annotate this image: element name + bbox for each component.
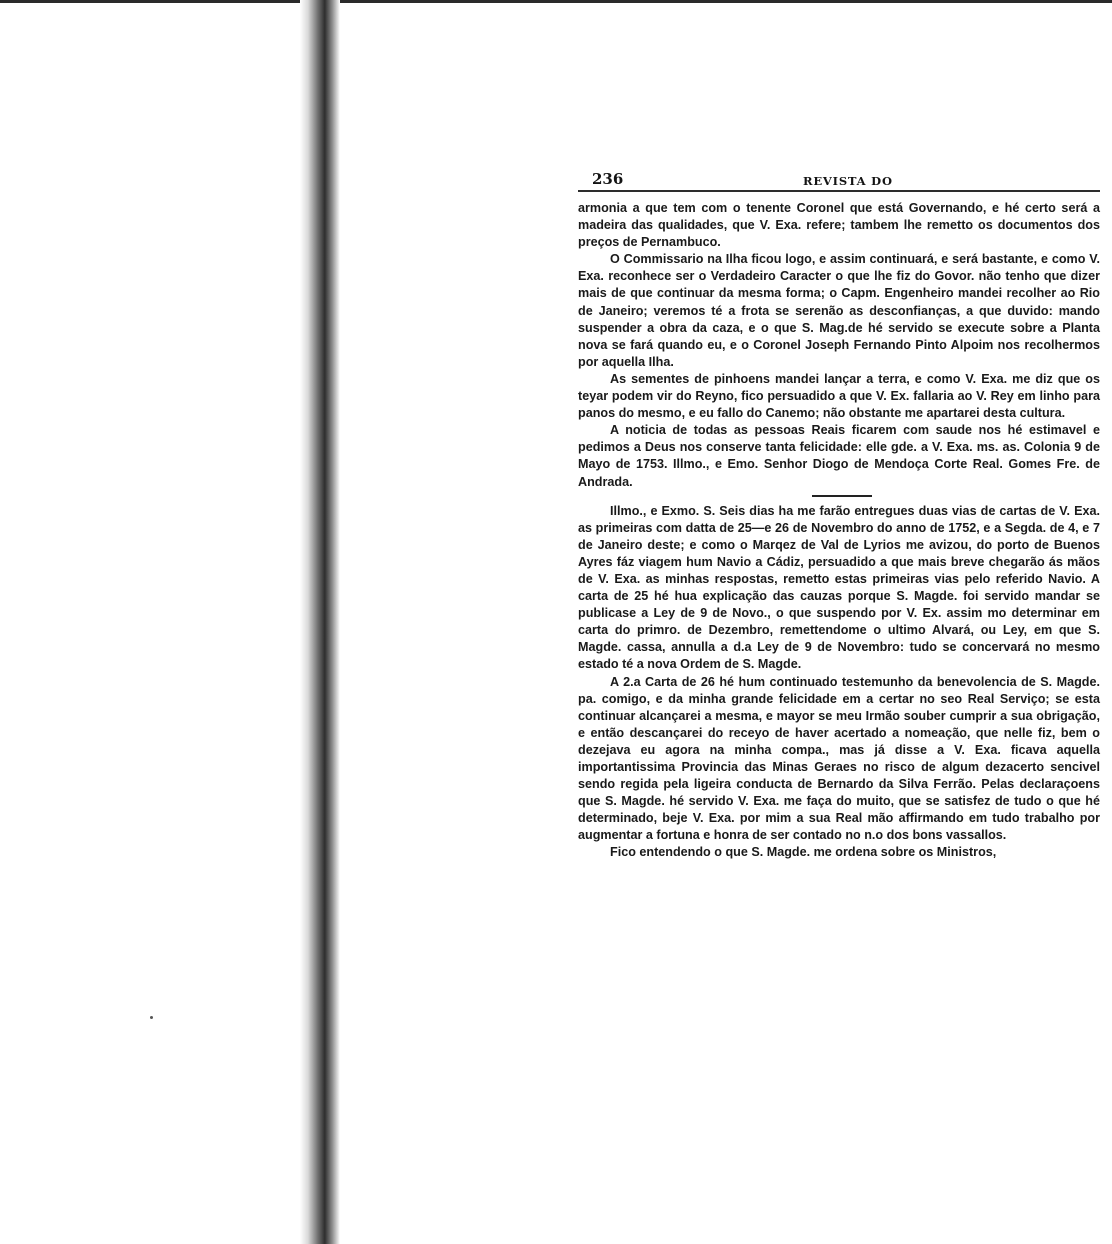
paragraph-fico-entendendo: Fico entendendo o que S. Magde. me ordena sobre os Ministros, [610,845,997,860]
paragraph-second-carta: A 2.a Carta de 26 hé hum continuado testemunho da benevolencia de S. Magde. pa. comigo, e da minha grande felicidade em a certar no seo Real Serviço; se esta continuar alcançarei a mesma, e mayor se meu Irmão souber cumprir a sua obrigação, e então descançarei do receyo de haver acertado a nomeação, que nelle fiz, bem o dezejava eu agora na minha compa., mas já disse a V. Exa. ficava aquella importantissima Provincia das Minas Geraes no risco de algum dezacerto sencivel sendo regida pela ligeira conducta de Bernardo da Silva Ferrão. Pelas declaraçoens que S. Magde. hé servido V. Exa. me faça do muito, que se satisfez de tudo o que hé determinado, beje V. Exa. por mim a sua Real mão affirmando em tudo trabalho por augmentar a fortuna e honra de ser contado no n.o dos bons vassallos. [578,674,1100,843]
paragraph-letter-opening: Illmo., e Exmo. S. Seis dias ha me farão entregues duas vias de cartas de V. Exa. as primeiras com datta de 25—e 26 de Novembro do anno de 1752, e a Segda. de 4, e 7 de Janeiro deste; e como o Marqez de Val de Lyrios me avizou, do porto de Buenos Ayres fáz viagem hum Navio a Cádiz, persuadido a que mais breve chegarão ás mãos de V. Exa. as minhas respostas, remetto estas primeiras vias pelo referido Navio. A carta de 25 hé hua explicação das cauzas porque S. Magde. foi servido mandar se publicase a Ley de 9 de Novo., o que suspendo por V. Ex. assim mo determinar em carta do primro. de Dezembro, remettendome o ultimo Alvará, ou Ley, em que S. Magde. cassa, annulla a d.a Ley de 9 de Novembro: tudo se concervará no mesmo estado té a nova Ordem de S. Magde. [578,503,1100,672]
page-number: 236 [592,170,624,188]
scan-top-edge [0,0,1112,3]
page-header [578,168,1100,190]
scan-speck [150,1016,153,1019]
paragraph-commissario: O Commissario na Ilha ficou logo, e assim continuará, e será bastante, e como V. Exa. reconhece ser o Verdadeiro Caracter o que lhe fiz do Govor. não tenho que dizer mais de que continuar da mesma forma; o Capm. Engenheiro mandei recolher ao Rio de Janeiro; veremos té a frota se serenão as desconfianças, a que duvido: mando suspender a obra da caza, e o que S. Mag.de hé servido se execute sobre a Planta nova se fará quando eu, e o Coronel Joseph Fernando Pinto Alpoim nos recolhermos por aquella Ilha. [578,252,1100,369]
paragraph-continuation: armonia a que tem com o tenente Coronel que está Governando, e hé certo será a madeira das qualidades, que V. Exa. refere; tambem lhe remetto os documentos dos preços de Pernambuco. [578,201,1100,250]
letter-divider [812,495,872,497]
paragraph-sementes: As sementes de pinhoens mandei lançar a terra, e como V. Exa. me diz que os teyar podem vir do Reyno, fico persuadido a que V. Ex. fallaria ao V. Rey em linho para panos do mesmo, e eu fallo do Canemo; não obstante me apartarei desta cultura. [578,371,1100,421]
running-head: REVISTA DO [803,174,893,188]
page-content [578,168,1100,862]
paragraph-noticia: A noticia de todas as pessoas Reais ficarem com saude nos hé estimavel e pedimos a Deus nos conserve tanta felicidade: elle gde. a V. Exa. ms. as. Colonia 9 de Mayo de 1753. Illmo., e Emo. Senhor Diogo de Mendoça Corte Real. Gomes Fre. de Andrada. [578,423,1100,489]
book-gutter-shadow [300,0,340,1244]
header-rule [578,190,1100,192]
